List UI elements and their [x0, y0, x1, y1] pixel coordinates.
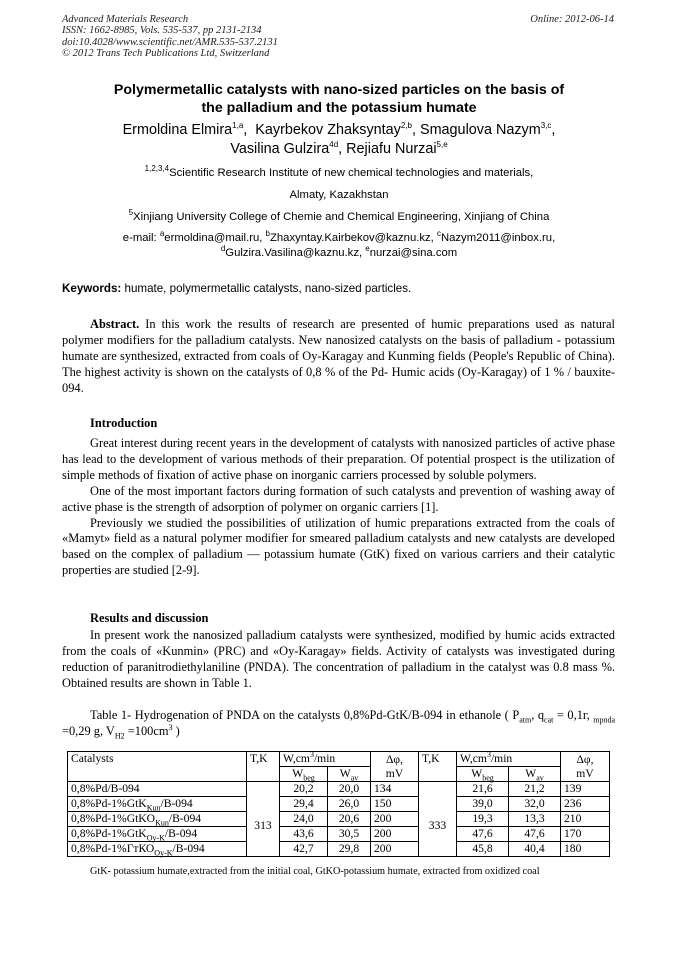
- email-sup-e: e: [365, 244, 370, 254]
- affiliation-1-text: Scientific Research Institute of new chemical technologies and materials,: [169, 167, 534, 179]
- header-wav-right: [509, 767, 561, 782]
- header-w-left-tail: /min: [313, 752, 336, 765]
- cell-w2: 30,5: [328, 827, 371, 842]
- row-catalyst-sub: Kun: [155, 818, 169, 828]
- row-catalyst: [68, 812, 247, 827]
- header-wav-right-sub: av: [536, 773, 544, 783]
- header-w-left: [280, 752, 371, 767]
- header-wbeg-left-sub: beg: [303, 773, 315, 783]
- header-tk-right: T,K: [419, 752, 457, 782]
- caption-sub-h2: H2: [114, 731, 125, 741]
- header-wav-left-w: W: [339, 767, 351, 780]
- header-dphi-left: [371, 752, 419, 782]
- cell-w2: 20,0: [328, 782, 371, 797]
- row-catalyst: [68, 782, 247, 797]
- header-wav-left-sub: av: [350, 773, 359, 783]
- header-w-right-tail: /min: [490, 752, 513, 765]
- abstract-text: In this work the results of research are presented of humic preparations used as natural polymer modifiers for the palladium catalysts. New nanosized catalysts on the basis of palladium - potassium humate are synthesized, extracted from coals of Oy-Karagay and Kunming fields (People's Republic of China). The highest activity is shown on the catalysts of 0,8 % of the Pd- Humic acids (Oy-Karagay) of 1 % / bauxite-094.: [62, 317, 615, 395]
- cell-d1: 200: [371, 842, 419, 857]
- email-b[interactable]: Zhaxyntay.Kairbekov@kaznu.kz,: [269, 232, 434, 244]
- introduction-p2: One of the most important factors during formation of such catalysts and prevention of washing away of active phase is the strength of adsorption of polymer on organic carriers [1].: [62, 483, 615, 514]
- cell-w4: 47,6: [509, 827, 561, 842]
- table-footnote: GtK- potassium humate,extracted from the initial coal, GtKO-potassium humate, extracted from oxidized coal: [90, 866, 540, 877]
- cell-w3: 47,6: [457, 827, 509, 842]
- cell-d1: 150: [371, 797, 419, 812]
- row-catalyst-pre: 0,8%Pd-1%GtKO: [71, 812, 156, 825]
- cell-w2: 20,6: [328, 812, 371, 827]
- table-row: [68, 797, 610, 812]
- author-3-sup: 3,c: [540, 121, 552, 131]
- row-catalyst-sub: Oy-K: [146, 833, 165, 843]
- email-c[interactable]: Nazym2011@inbox.ru,: [440, 232, 556, 244]
- paper-title: [62, 81, 616, 117]
- cell-w4: 13,3: [509, 812, 561, 827]
- header-w-right: [457, 752, 561, 767]
- cell-w1: 20,2: [280, 782, 328, 797]
- row-catalyst-post: /B-094: [172, 842, 205, 855]
- doi: doi:10.4028/www.scientific.net/AMR.535-537.2131: [62, 36, 278, 48]
- table-caption: [62, 708, 615, 740]
- email-sup-b: b: [265, 229, 270, 239]
- abstract: [62, 317, 615, 397]
- caption-part-c: =: [553, 708, 564, 722]
- email-label: e-mail:: [122, 232, 160, 244]
- row-catalyst-pre: 0,8%Pd-1%GtK: [71, 797, 147, 810]
- cell-w2: 26,0: [328, 797, 371, 812]
- caption-sub-mpnda: mpnda: [593, 715, 615, 725]
- table-row: [68, 812, 610, 827]
- caption-sub-atm: atm: [519, 715, 532, 725]
- row-catalyst-post: /B-094: [168, 812, 202, 825]
- header-w-left-text: W,cm: [283, 752, 310, 765]
- t-left: [247, 782, 280, 857]
- row-catalyst-pre: 0,8%Pd-1%ГтКО: [71, 842, 155, 855]
- header-wav-right-w: W: [525, 767, 537, 780]
- t-right: [419, 782, 457, 857]
- online-date: Online: 2012-06-14: [530, 14, 614, 25]
- row-catalyst-pre: 0,8%Pd-1%GtK: [71, 827, 147, 840]
- affiliation-2-sup: 5: [128, 208, 134, 218]
- abstract-label: Abstract.: [90, 317, 140, 331]
- keywords-label: Keywords:: [62, 282, 122, 295]
- cell-w4: 32,0: [509, 797, 561, 812]
- author-1: Ermoldina Elmira: [122, 122, 233, 138]
- table-header-row-1: [68, 752, 610, 767]
- results-p1: In present work the nanosized palladium catalysts were synthesized, modified by humic acids extracted from the coals of «Kunmin» (PRC) and «Oy-Karagay» fields. Activity of catalysts was investigated during reduction of paranitrodiethylaniline (PNDA). The concentration of palladium in the catalyst was 0.8 mass %. Obtained results are shown in Table 1.: [62, 628, 615, 690]
- email-sup-d: d: [220, 244, 226, 254]
- header-mv-right: mV: [576, 766, 594, 780]
- t-left-value: 313: [254, 819, 272, 832]
- email-d[interactable]: Gulzira.Vasilina@kaznu.kz,: [225, 247, 363, 259]
- table-row: [68, 842, 610, 857]
- emails: [62, 231, 616, 261]
- cell-w2: 29,8: [328, 842, 371, 857]
- introduction-p3: Previously we studied the possibilities of utilization of humic preparations extracted from the coals of «Mamyt» field as a natural polymer modifier for smeared palladium catalysts and new catalysts are developed based on the complex of palladium — potassium humate (GtK) fixed on various carriers and their catalytic properties are studied [2-9].: [62, 515, 615, 578]
- email-a[interactable]: ermoldina@mail.ru,: [164, 232, 263, 244]
- results-table: [67, 751, 610, 857]
- issn: ISSN: 1662-8985, Vols. 535-537, pp 2131-2134: [62, 25, 262, 37]
- cell-w1: 24,0: [280, 812, 328, 827]
- header-catalysts: Catalysts: [68, 752, 247, 782]
- header-tk-left: T,K: [247, 752, 280, 782]
- caption-part-e: =0,29 g, V: [62, 723, 115, 738]
- table-row: [68, 782, 610, 797]
- keywords-text: humate, polymermetallic catalysts, nano-sized particles.: [124, 282, 412, 295]
- affiliation-2-text: Xinjiang University College of Chemie and Chemical Engineering, Xinjiang of China: [133, 211, 550, 223]
- author-2-sup: 2,b: [400, 121, 412, 131]
- results-heading: Results and discussion: [90, 611, 209, 625]
- t-right-value: 333: [428, 819, 447, 832]
- row-catalyst-pre: 0,8%Pd/B-094: [71, 782, 140, 795]
- caption-part-d: 0,1г,: [567, 708, 594, 722]
- author-2: Kayrbekov Zhaksyntay: [255, 122, 401, 138]
- caption-part-f: =100cm: [124, 723, 169, 738]
- cell-w1: 42,7: [280, 842, 328, 857]
- author-list: Ermoldina Elmira$^{1,a}$, Kayrbekov Zhaksyntay$^{2,b}$, Smagulova Nazym$^{3,c}$, Vasilina Gulzira$^{4d}$, Rejiafu Nurzai$^{5,e}$: [122, 121, 556, 157]
- cell-d1: 134: [371, 782, 419, 797]
- author-5: Rejiafu Nurzai: [346, 141, 437, 157]
- header-w-left-sup: 3: [309, 750, 314, 760]
- row-catalyst: [68, 842, 247, 857]
- journal-header: [62, 14, 278, 59]
- header-w-right-sup: 3: [486, 750, 491, 760]
- cell-w3: 45,8: [457, 842, 509, 857]
- cell-w4: 21,2: [509, 782, 561, 797]
- introduction-heading: Introduction: [90, 416, 158, 430]
- caption-part-a: Table 1- Hydrogenation of PNDA on the catalysts 0,8%Pd-GtK/B-094 in ethanole ( P: [90, 708, 520, 722]
- header-wbeg-left: [280, 767, 328, 782]
- caption-part-b: , q: [531, 708, 545, 722]
- table-row: [68, 827, 610, 842]
- affiliation-1: [62, 166, 616, 181]
- affiliation-2: [62, 210, 616, 225]
- header-dphi-right: [561, 752, 610, 782]
- header-wbeg-right-sub: beg: [482, 773, 494, 783]
- cell-d1: 200: [371, 827, 419, 842]
- header-wbeg-right: [457, 767, 509, 782]
- affiliation-1-sup: 1,2,3,4: [144, 164, 170, 174]
- cell-w1: 29,4: [280, 797, 328, 812]
- author-3: Smagulova Nazym: [419, 122, 541, 138]
- author-5-sup: 5,e: [436, 140, 448, 150]
- cell-d2: 180: [561, 842, 610, 857]
- affiliation-1-city: Almaty, Kazakhstan: [289, 189, 389, 201]
- keywords: [62, 282, 616, 295]
- row-catalyst-post: /B-094: [160, 797, 193, 810]
- cell-w3: 39,0: [457, 797, 509, 812]
- header-mv-left: mV: [385, 766, 404, 780]
- header-w-right-text: W,cm: [460, 752, 487, 765]
- header-wav-left: [328, 767, 371, 782]
- email-sup-a: a: [159, 229, 165, 239]
- email-sup-c: c: [436, 229, 441, 239]
- title-line-1: Polymermetallic catalysts with nano-sized particles on the basis of: [113, 82, 565, 98]
- journal-name: Advanced Materials Research: [62, 14, 189, 25]
- email-e[interactable]: nurzai@sina.com: [369, 247, 458, 259]
- cell-w1: 43,6: [280, 827, 328, 842]
- introduction-body: [62, 436, 615, 579]
- row-catalyst-sub: Kun: [146, 803, 161, 813]
- cell-d2: 139: [561, 782, 610, 797]
- cell-d2: 210: [561, 812, 610, 827]
- cell-w4: 40,4: [509, 842, 561, 857]
- author-4-sup: 4d: [329, 140, 339, 150]
- caption-part-g: ): [172, 723, 180, 738]
- cell-d2: 236: [561, 797, 610, 812]
- header-dphi-left-text: Δφ,: [385, 752, 404, 766]
- cell-d2: 170: [561, 827, 610, 842]
- introduction-p1: Great interest during recent years in the development of catalysts with nanosized particles of active phase has lead to the development of various methods of their preparation. Of potential prospect is the utilization of simple methods of fixation of active phase on inorganic carriers processed by soluble polymers.: [62, 436, 615, 482]
- caption-sup-3: 3: [168, 722, 173, 732]
- copyright: © 2012 Trans Tech Publications Ltd, Switzerland: [62, 47, 270, 59]
- row-catalyst-sub: Oy-K: [154, 848, 173, 858]
- header-wbeg-right-w: W: [471, 767, 483, 780]
- author-1-sup: 1,a: [232, 121, 244, 131]
- cell-w3: 21,6: [457, 782, 509, 797]
- cell-d1: 200: [371, 812, 419, 827]
- author-4: Vasilina Gulzira: [230, 141, 330, 157]
- caption-sub-cat: cat: [544, 715, 554, 725]
- row-catalyst-post: /B-094: [164, 827, 198, 840]
- cell-w3: 19,3: [457, 812, 509, 827]
- row-catalyst: [68, 797, 247, 812]
- title-line-2: the palladium and the potassium humate: [201, 100, 477, 116]
- row-catalyst: [68, 827, 247, 842]
- header-dphi-right-text: Δφ,: [576, 752, 594, 766]
- header-wbeg-left-w: W: [292, 767, 304, 780]
